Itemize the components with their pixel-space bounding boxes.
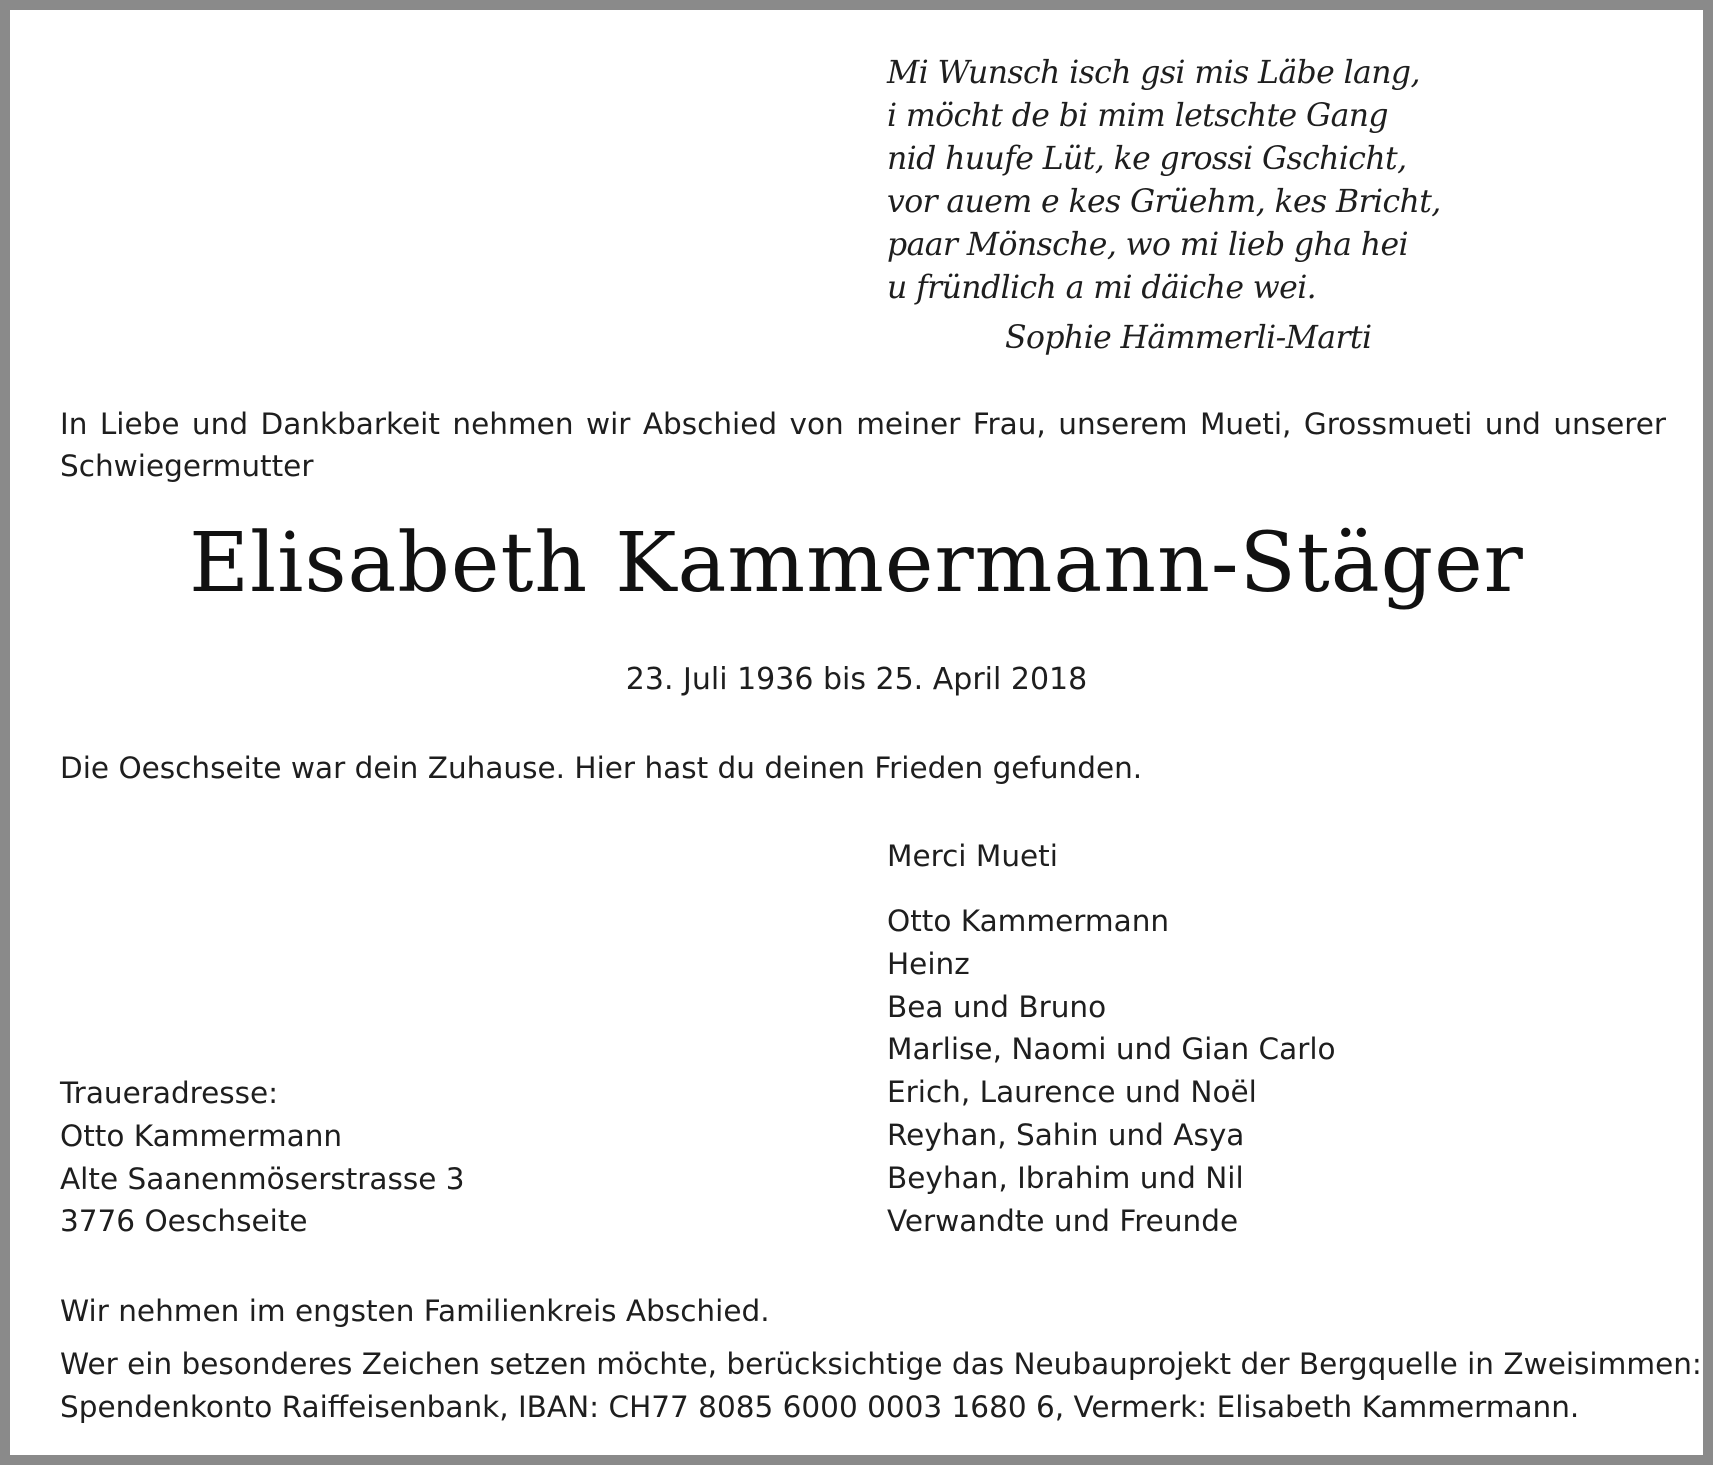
mourner-item: Marlise, Naomi und Gian Carlo <box>887 1032 1336 1067</box>
poem-line: paar Mönsche, wo mi lieb gha hei <box>887 227 1408 263</box>
mourner-item: Erich, Laurence und Noël <box>887 1075 1257 1110</box>
mourner-item: Reyhan, Sahin und Asya <box>887 1117 1245 1152</box>
mourning-address <box>60 1072 465 1243</box>
mourner-item: Bea und Bruno <box>887 989 1107 1024</box>
address-city: 3776 Oeschseite <box>60 1204 308 1239</box>
merci-line: Merci Mueti <box>887 839 1058 873</box>
life-dates: 23. Juli 1936 bis 25. April 2018 <box>625 662 1088 697</box>
poem <box>887 52 1441 310</box>
poem-line: u fründlich a mi däiche wei. <box>887 270 1317 306</box>
address-street: Alte Saanenmöserstrasse 3 <box>60 1161 465 1196</box>
donation-notice <box>60 1343 1702 1429</box>
mourners-list <box>887 900 1336 1242</box>
poem-line: i möcht de bi mim letschte Gang <box>887 98 1388 134</box>
deceased-name: Elisabeth Kammermann-Stäger <box>189 516 1524 611</box>
donation-line: Wer ein besonderes Zeichen setzen möchte, berücksichtige das Neubauprojekt der Bergquelle in Zweisimmen: <box>60 1347 1702 1381</box>
poem-line: vor auem e kes Grüehm, kes Bricht, <box>887 184 1441 220</box>
donation-line: Spendenkonto Raiffeisenbank, IBAN: CH77 8085 6000 0003 1680 6, Vermerk: Elisabeth Kammermann. <box>60 1390 1580 1424</box>
mourner-item: Otto Kammermann <box>887 904 1170 938</box>
poem-line: nid huufe Lüt, ke grossi Gschicht, <box>887 141 1407 177</box>
poem-author: Sophie Hämmerli-Marti <box>1005 320 1372 356</box>
intro-text: In Liebe und Dankbarkeit nehmen wir Abschied von meiner Frau, unserem Mueti, Grossmueti und unserer Schwiegermutter <box>60 407 1666 483</box>
mourner-item: Heinz <box>887 946 970 981</box>
mourner-item: Verwandte und Freunde <box>887 1203 1239 1238</box>
mourner-item: Beyhan, Ibrahim und Nil <box>887 1160 1244 1195</box>
poem-line: Mi Wunsch isch gsi mis Läbe lang, <box>887 55 1420 91</box>
home-statement: Die Oeschseite war dein Zuhause. Hier hast du deinen Frieden gefunden. <box>60 751 1143 785</box>
obituary-card <box>10 10 1703 1455</box>
address-label: Traueradresse: <box>60 1076 279 1110</box>
address-name: Otto Kammermann <box>60 1118 343 1153</box>
funeral-notice: Wir nehmen im engsten Familienkreis Abschied. <box>60 1294 770 1328</box>
